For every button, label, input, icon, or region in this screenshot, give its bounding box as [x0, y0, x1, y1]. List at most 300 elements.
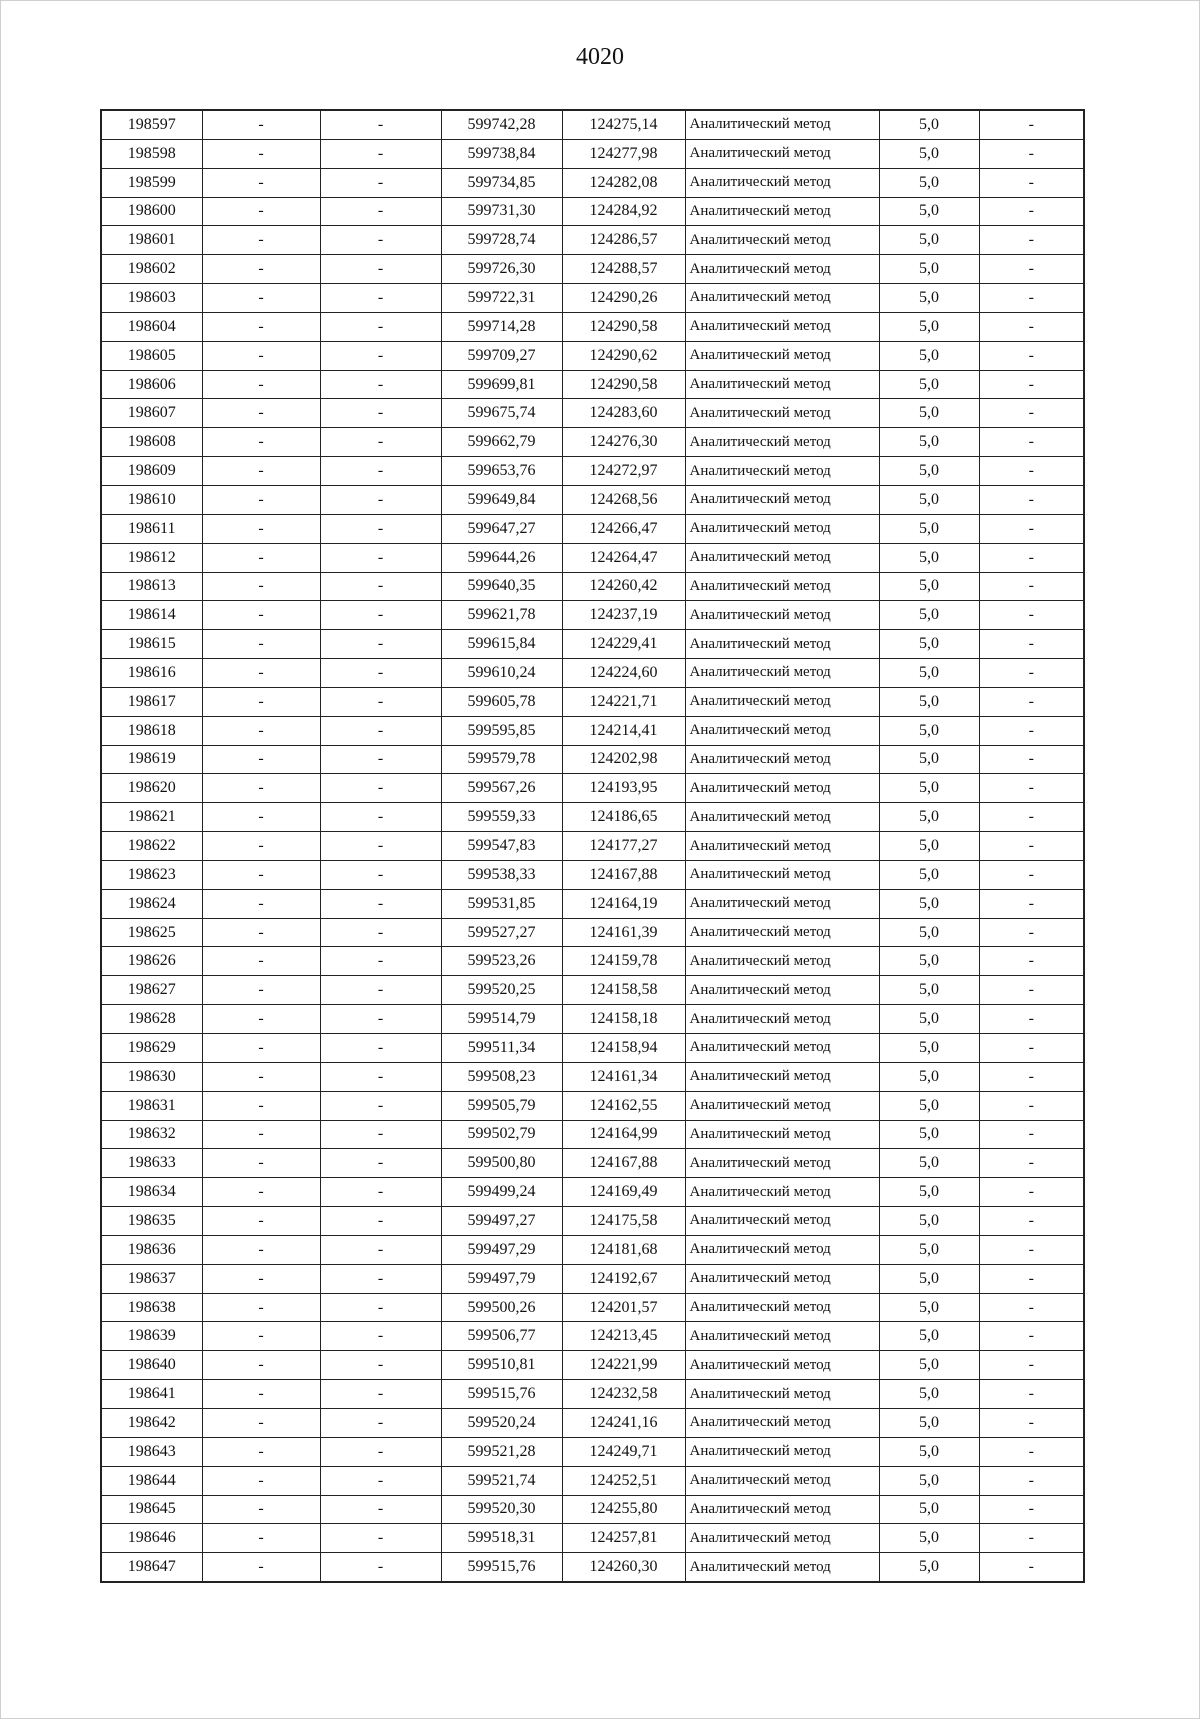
accuracy-cell: 5,0 — [879, 1380, 979, 1409]
accuracy-cell: 5,0 — [879, 947, 979, 976]
x-coordinate-cell: 599722,31 — [441, 284, 562, 313]
x-coordinate-cell: 599515,76 — [441, 1553, 562, 1582]
accuracy-cell: 5,0 — [879, 572, 979, 601]
blank-cell-2: - — [320, 226, 441, 255]
table-row — [101, 1149, 1084, 1178]
table-row — [101, 1293, 1084, 1322]
accuracy-cell: 5,0 — [879, 399, 979, 428]
blank-cell-2: - — [320, 860, 441, 889]
blank-cell-3: - — [979, 110, 1084, 139]
accuracy-cell: 5,0 — [879, 1235, 979, 1264]
x-coordinate-cell: 599649,84 — [441, 485, 562, 514]
x-coordinate-cell: 599521,28 — [441, 1437, 562, 1466]
accuracy-cell: 5,0 — [879, 630, 979, 659]
point-number-cell: 198635 — [101, 1207, 202, 1236]
point-number-cell: 198623 — [101, 860, 202, 889]
blank-cell-3: - — [979, 601, 1084, 630]
blank-cell-1: - — [202, 1524, 320, 1553]
y-coordinate-cell: 124214,41 — [562, 716, 685, 745]
blank-cell-2: - — [320, 832, 441, 861]
x-coordinate-cell: 599520,25 — [441, 976, 562, 1005]
blank-cell-1: - — [202, 1005, 320, 1034]
y-coordinate-cell: 124169,49 — [562, 1178, 685, 1207]
method-cell: Аналитический метод — [685, 1207, 879, 1236]
accuracy-cell: 5,0 — [879, 1553, 979, 1582]
table-body — [101, 110, 1084, 1582]
blank-cell-3: - — [979, 226, 1084, 255]
blank-cell-1: - — [202, 1207, 320, 1236]
x-coordinate-cell: 599653,76 — [441, 457, 562, 486]
blank-cell-2: - — [320, 745, 441, 774]
table-row — [101, 197, 1084, 226]
x-coordinate-cell: 599510,81 — [441, 1351, 562, 1380]
method-cell: Аналитический метод — [685, 687, 879, 716]
blank-cell-2: - — [320, 1553, 441, 1582]
table-row — [101, 226, 1084, 255]
table-row — [101, 1062, 1084, 1091]
blank-cell-1: - — [202, 1495, 320, 1524]
point-number-cell: 198647 — [101, 1553, 202, 1582]
blank-cell-1: - — [202, 255, 320, 284]
table-row — [101, 168, 1084, 197]
y-coordinate-cell: 124224,60 — [562, 659, 685, 688]
blank-cell-2: - — [320, 341, 441, 370]
y-coordinate-cell: 124159,78 — [562, 947, 685, 976]
method-cell: Аналитический метод — [685, 860, 879, 889]
method-cell: Аналитический метод — [685, 399, 879, 428]
point-number-cell: 198625 — [101, 918, 202, 947]
y-coordinate-cell: 124257,81 — [562, 1524, 685, 1553]
blank-cell-1: - — [202, 1322, 320, 1351]
blank-cell-1: - — [202, 139, 320, 168]
method-cell: Аналитический метод — [685, 889, 879, 918]
y-coordinate-cell: 124277,98 — [562, 139, 685, 168]
method-cell: Аналитический метод — [685, 1005, 879, 1034]
x-coordinate-cell: 599714,28 — [441, 312, 562, 341]
y-coordinate-cell: 124175,58 — [562, 1207, 685, 1236]
accuracy-cell: 5,0 — [879, 485, 979, 514]
blank-cell-2: - — [320, 370, 441, 399]
x-coordinate-cell: 599506,77 — [441, 1322, 562, 1351]
method-cell: Аналитический метод — [685, 543, 879, 572]
method-cell: Аналитический метод — [685, 803, 879, 832]
x-coordinate-cell: 599579,78 — [441, 745, 562, 774]
point-number-cell: 198618 — [101, 716, 202, 745]
blank-cell-1: - — [202, 428, 320, 457]
blank-cell-3: - — [979, 1495, 1084, 1524]
method-cell: Аналитический метод — [685, 630, 879, 659]
table-row — [101, 255, 1084, 284]
point-number-cell: 198645 — [101, 1495, 202, 1524]
point-number-cell: 198640 — [101, 1351, 202, 1380]
blank-cell-2: - — [320, 1149, 441, 1178]
blank-cell-3: - — [979, 1120, 1084, 1149]
table-row — [101, 716, 1084, 745]
point-number-cell: 198627 — [101, 976, 202, 1005]
accuracy-cell: 5,0 — [879, 543, 979, 572]
point-number-cell: 198638 — [101, 1293, 202, 1322]
point-number-cell: 198641 — [101, 1380, 202, 1409]
point-number-cell: 198639 — [101, 1322, 202, 1351]
blank-cell-3: - — [979, 1264, 1084, 1293]
blank-cell-3: - — [979, 976, 1084, 1005]
blank-cell-1: - — [202, 630, 320, 659]
accuracy-cell: 5,0 — [879, 110, 979, 139]
accuracy-cell: 5,0 — [879, 197, 979, 226]
blank-cell-1: - — [202, 745, 320, 774]
y-coordinate-cell: 124167,88 — [562, 1149, 685, 1178]
blank-cell-2: - — [320, 1062, 441, 1091]
x-coordinate-cell: 599500,26 — [441, 1293, 562, 1322]
x-coordinate-cell: 599514,79 — [441, 1005, 562, 1034]
point-number-cell: 198615 — [101, 630, 202, 659]
blank-cell-1: - — [202, 1380, 320, 1409]
blank-cell-3: - — [979, 687, 1084, 716]
x-coordinate-cell: 599520,24 — [441, 1408, 562, 1437]
blank-cell-1: - — [202, 1293, 320, 1322]
x-coordinate-cell: 599521,74 — [441, 1466, 562, 1495]
x-coordinate-cell: 599605,78 — [441, 687, 562, 716]
method-cell: Аналитический метод — [685, 370, 879, 399]
accuracy-cell: 5,0 — [879, 428, 979, 457]
point-number-cell: 198617 — [101, 687, 202, 716]
point-number-cell: 198616 — [101, 659, 202, 688]
accuracy-cell: 5,0 — [879, 918, 979, 947]
y-coordinate-cell: 124158,18 — [562, 1005, 685, 1034]
blank-cell-3: - — [979, 543, 1084, 572]
method-cell: Аналитический метод — [685, 1120, 879, 1149]
blank-cell-1: - — [202, 976, 320, 1005]
x-coordinate-cell: 599709,27 — [441, 341, 562, 370]
method-cell: Аналитический метод — [685, 341, 879, 370]
accuracy-cell: 5,0 — [879, 1062, 979, 1091]
method-cell: Аналитический метод — [685, 1149, 879, 1178]
point-number-cell: 198622 — [101, 832, 202, 861]
table-row — [101, 312, 1084, 341]
y-coordinate-cell: 124260,30 — [562, 1553, 685, 1582]
y-coordinate-cell: 124213,45 — [562, 1322, 685, 1351]
y-coordinate-cell: 124272,97 — [562, 457, 685, 486]
accuracy-cell: 5,0 — [879, 716, 979, 745]
blank-cell-2: - — [320, 1005, 441, 1034]
table-row — [101, 1466, 1084, 1495]
blank-cell-2: - — [320, 428, 441, 457]
y-coordinate-cell: 124232,58 — [562, 1380, 685, 1409]
point-number-cell: 198598 — [101, 139, 202, 168]
table-row — [101, 110, 1084, 139]
x-coordinate-cell: 599500,80 — [441, 1149, 562, 1178]
x-coordinate-cell: 599518,31 — [441, 1524, 562, 1553]
blank-cell-3: - — [979, 745, 1084, 774]
accuracy-cell: 5,0 — [879, 139, 979, 168]
coordinates-table — [100, 109, 1085, 1583]
blank-cell-1: - — [202, 601, 320, 630]
table-row — [101, 1120, 1084, 1149]
y-coordinate-cell: 124241,16 — [562, 1408, 685, 1437]
x-coordinate-cell: 599728,74 — [441, 226, 562, 255]
blank-cell-1: - — [202, 197, 320, 226]
accuracy-cell: 5,0 — [879, 341, 979, 370]
blank-cell-1: - — [202, 572, 320, 601]
y-coordinate-cell: 124282,08 — [562, 168, 685, 197]
point-number-cell: 198614 — [101, 601, 202, 630]
y-coordinate-cell: 124229,41 — [562, 630, 685, 659]
method-cell: Аналитический метод — [685, 514, 879, 543]
blank-cell-2: - — [320, 197, 441, 226]
x-coordinate-cell: 599531,85 — [441, 889, 562, 918]
y-coordinate-cell: 124260,42 — [562, 572, 685, 601]
method-cell: Аналитический метод — [685, 572, 879, 601]
blank-cell-1: - — [202, 716, 320, 745]
blank-cell-1: - — [202, 110, 320, 139]
table-row — [101, 687, 1084, 716]
method-cell: Аналитический метод — [685, 110, 879, 139]
blank-cell-3: - — [979, 918, 1084, 947]
accuracy-cell: 5,0 — [879, 1034, 979, 1063]
table-row — [101, 918, 1084, 947]
x-coordinate-cell: 599538,33 — [441, 860, 562, 889]
point-number-cell: 198606 — [101, 370, 202, 399]
page-number: 4020 — [576, 44, 624, 70]
blank-cell-1: - — [202, 659, 320, 688]
blank-cell-3: - — [979, 255, 1084, 284]
blank-cell-2: - — [320, 1524, 441, 1553]
y-coordinate-cell: 124290,58 — [562, 312, 685, 341]
table-row — [101, 774, 1084, 803]
point-number-cell: 198624 — [101, 889, 202, 918]
blank-cell-1: - — [202, 543, 320, 572]
point-number-cell: 198620 — [101, 774, 202, 803]
y-coordinate-cell: 124275,14 — [562, 110, 685, 139]
x-coordinate-cell: 599508,23 — [441, 1062, 562, 1091]
blank-cell-2: - — [320, 168, 441, 197]
x-coordinate-cell: 599547,83 — [441, 832, 562, 861]
blank-cell-3: - — [979, 1005, 1084, 1034]
blank-cell-1: - — [202, 1466, 320, 1495]
blank-cell-3: - — [979, 514, 1084, 543]
blank-cell-1: - — [202, 1062, 320, 1091]
method-cell: Аналитический метод — [685, 1264, 879, 1293]
y-coordinate-cell: 124290,62 — [562, 341, 685, 370]
table-row — [101, 976, 1084, 1005]
point-number-cell: 198642 — [101, 1408, 202, 1437]
method-cell: Аналитический метод — [685, 745, 879, 774]
accuracy-cell: 5,0 — [879, 1466, 979, 1495]
blank-cell-3: - — [979, 341, 1084, 370]
table-row — [101, 1553, 1084, 1582]
blank-cell-2: - — [320, 803, 441, 832]
blank-cell-3: - — [979, 1235, 1084, 1264]
x-coordinate-cell: 599527,27 — [441, 918, 562, 947]
point-number-cell: 198636 — [101, 1235, 202, 1264]
blank-cell-1: - — [202, 168, 320, 197]
method-cell: Аналитический метод — [685, 457, 879, 486]
y-coordinate-cell: 124164,19 — [562, 889, 685, 918]
blank-cell-2: - — [320, 1437, 441, 1466]
table-row — [101, 947, 1084, 976]
table-row — [101, 745, 1084, 774]
y-coordinate-cell: 124268,56 — [562, 485, 685, 514]
point-number-cell: 198621 — [101, 803, 202, 832]
method-cell: Аналитический метод — [685, 601, 879, 630]
table-row — [101, 1524, 1084, 1553]
blank-cell-2: - — [320, 1034, 441, 1063]
blank-cell-3: - — [979, 1207, 1084, 1236]
x-coordinate-cell: 599515,76 — [441, 1380, 562, 1409]
accuracy-cell: 5,0 — [879, 860, 979, 889]
y-coordinate-cell: 124255,80 — [562, 1495, 685, 1524]
blank-cell-3: - — [979, 457, 1084, 486]
blank-cell-1: - — [202, 514, 320, 543]
x-coordinate-cell: 599640,35 — [441, 572, 562, 601]
table-row — [101, 1380, 1084, 1409]
blank-cell-2: - — [320, 1235, 441, 1264]
blank-cell-1: - — [202, 226, 320, 255]
table-row — [101, 514, 1084, 543]
method-cell: Аналитический метод — [685, 1178, 879, 1207]
blank-cell-1: - — [202, 1120, 320, 1149]
y-coordinate-cell: 124237,19 — [562, 601, 685, 630]
table-row — [101, 1034, 1084, 1063]
table-row — [101, 1091, 1084, 1120]
blank-cell-1: - — [202, 341, 320, 370]
table-row — [101, 659, 1084, 688]
blank-cell-2: - — [320, 1293, 441, 1322]
blank-cell-3: - — [979, 860, 1084, 889]
table-row — [101, 1207, 1084, 1236]
x-coordinate-cell: 599497,27 — [441, 1207, 562, 1236]
x-coordinate-cell: 599499,24 — [441, 1178, 562, 1207]
accuracy-cell: 5,0 — [879, 1005, 979, 1034]
point-number-cell: 198609 — [101, 457, 202, 486]
x-coordinate-cell: 599610,24 — [441, 659, 562, 688]
blank-cell-1: - — [202, 1149, 320, 1178]
x-coordinate-cell: 599738,84 — [441, 139, 562, 168]
blank-cell-3: - — [979, 168, 1084, 197]
accuracy-cell: 5,0 — [879, 803, 979, 832]
x-coordinate-cell: 599523,26 — [441, 947, 562, 976]
blank-cell-3: - — [979, 284, 1084, 313]
blank-cell-2: - — [320, 1495, 441, 1524]
y-coordinate-cell: 124264,47 — [562, 543, 685, 572]
blank-cell-1: - — [202, 485, 320, 514]
table-row — [101, 1437, 1084, 1466]
blank-cell-1: - — [202, 1264, 320, 1293]
point-number-cell: 198634 — [101, 1178, 202, 1207]
table-row — [101, 889, 1084, 918]
method-cell: Аналитический метод — [685, 168, 879, 197]
method-cell: Аналитический метод — [685, 255, 879, 284]
blank-cell-3: - — [979, 1062, 1084, 1091]
y-coordinate-cell: 124290,58 — [562, 370, 685, 399]
blank-cell-3: - — [979, 197, 1084, 226]
y-coordinate-cell: 124193,95 — [562, 774, 685, 803]
table-row — [101, 399, 1084, 428]
x-coordinate-cell: 599699,81 — [441, 370, 562, 399]
accuracy-cell: 5,0 — [879, 1264, 979, 1293]
blank-cell-1: - — [202, 284, 320, 313]
accuracy-cell: 5,0 — [879, 1293, 979, 1322]
y-coordinate-cell: 124181,68 — [562, 1235, 685, 1264]
method-cell: Аналитический метод — [685, 1235, 879, 1264]
blank-cell-3: - — [979, 1380, 1084, 1409]
y-coordinate-cell: 124201,57 — [562, 1293, 685, 1322]
x-coordinate-cell: 599511,34 — [441, 1034, 562, 1063]
blank-cell-2: - — [320, 543, 441, 572]
point-number-cell: 198628 — [101, 1005, 202, 1034]
blank-cell-3: - — [979, 312, 1084, 341]
blank-cell-3: - — [979, 485, 1084, 514]
blank-cell-3: - — [979, 947, 1084, 976]
accuracy-cell: 5,0 — [879, 601, 979, 630]
method-cell: Аналитический метод — [685, 774, 879, 803]
x-coordinate-cell: 599734,85 — [441, 168, 562, 197]
blank-cell-2: - — [320, 1091, 441, 1120]
blank-cell-2: - — [320, 514, 441, 543]
table-row — [101, 428, 1084, 457]
blank-cell-3: - — [979, 803, 1084, 832]
x-coordinate-cell: 599559,33 — [441, 803, 562, 832]
point-number-cell: 198600 — [101, 197, 202, 226]
point-number-cell: 198619 — [101, 745, 202, 774]
method-cell: Аналитический метод — [685, 1524, 879, 1553]
y-coordinate-cell: 124266,47 — [562, 514, 685, 543]
blank-cell-3: - — [979, 1149, 1084, 1178]
table-row — [101, 601, 1084, 630]
point-number-cell: 198644 — [101, 1466, 202, 1495]
blank-cell-3: - — [979, 1351, 1084, 1380]
x-coordinate-cell: 599644,26 — [441, 543, 562, 572]
accuracy-cell: 5,0 — [879, 255, 979, 284]
blank-cell-1: - — [202, 1235, 320, 1264]
x-coordinate-cell: 599621,78 — [441, 601, 562, 630]
y-coordinate-cell: 124202,98 — [562, 745, 685, 774]
method-cell: Аналитический метод — [685, 976, 879, 1005]
method-cell: Аналитический метод — [685, 1034, 879, 1063]
point-number-cell: 198602 — [101, 255, 202, 284]
blank-cell-2: - — [320, 601, 441, 630]
y-coordinate-cell: 124164,99 — [562, 1120, 685, 1149]
blank-cell-2: - — [320, 1466, 441, 1495]
accuracy-cell: 5,0 — [879, 832, 979, 861]
blank-cell-2: - — [320, 1380, 441, 1409]
point-number-cell: 198608 — [101, 428, 202, 457]
blank-cell-2: - — [320, 399, 441, 428]
method-cell: Аналитический метод — [685, 485, 879, 514]
method-cell: Аналитический метод — [685, 1322, 879, 1351]
blank-cell-2: - — [320, 1408, 441, 1437]
method-cell: Аналитический метод — [685, 1062, 879, 1091]
point-number-cell: 198607 — [101, 399, 202, 428]
table-row — [101, 860, 1084, 889]
blank-cell-3: - — [979, 1553, 1084, 1582]
blank-cell-3: - — [979, 1437, 1084, 1466]
table-row — [101, 457, 1084, 486]
accuracy-cell: 5,0 — [879, 1149, 979, 1178]
y-coordinate-cell: 124283,60 — [562, 399, 685, 428]
method-cell: Аналитический метод — [685, 1380, 879, 1409]
table-row — [101, 572, 1084, 601]
method-cell: Аналитический метод — [685, 918, 879, 947]
point-number-cell: 198603 — [101, 284, 202, 313]
blank-cell-1: - — [202, 1408, 320, 1437]
accuracy-cell: 5,0 — [879, 1524, 979, 1553]
blank-cell-1: - — [202, 370, 320, 399]
x-coordinate-cell: 599742,28 — [441, 110, 562, 139]
blank-cell-2: - — [320, 1207, 441, 1236]
table-row — [101, 832, 1084, 861]
accuracy-cell: 5,0 — [879, 774, 979, 803]
